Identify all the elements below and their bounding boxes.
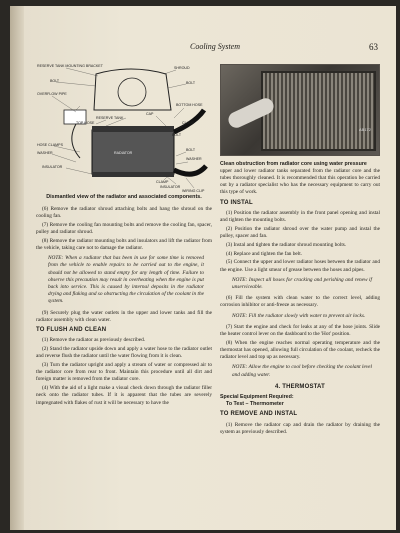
note-allow-cool: NOTE: Allow the engine to cool before checking the coolant level and adding water. [232,364,372,378]
radiator-cleaning-photo [220,64,380,156]
label-overflow-pipe: OVERFLOW PIPE [37,92,67,96]
label-radiator: RADIATOR [114,151,133,155]
book-page [10,6,396,530]
overflow-pipe-shape [72,124,80,158]
label-hose-clamps: HOSE CLAMPS [37,143,63,147]
special-equipment-item: To Test – Thermometer [226,401,284,408]
label-clamp-1: CLAMP [182,121,195,125]
flush-step-3: (3) Turn the radiator upright and apply a stream of water or compressed air to the radiator core from rear to front. Maintain this procedure until all dirt and foreign matter is removed from the radiator core. [36,362,212,383]
label-wiring-clip: WIRING CLIP [182,189,205,192]
remove-step-1: (1) Remove the radiator cap and drain the radiator by draining the system as previously described. [220,421,380,435]
flush-step-2: (2) Stand the radiator upside down and apply a water hose to the radiator outlet and reverse flush the radiator until the water flowing from it is clean. [36,346,212,360]
heading-install: TO INSTAL [220,199,253,206]
label-washer-2: WASHER [186,157,202,161]
install-step-5: (5) Connect the upper and lower radiator hoses between the radiator and the engine. Use a light smear of grease between the hoses and pipes. [220,259,380,273]
label-bracket: RESERVE TANK MOUNTING BRACKET [37,64,103,68]
radiator-top-tank [92,126,174,132]
install-step-8: (8) When the engine reaches normal operating temperature and the thermostat has opened, allowing full circulation of the coolant, recheck the radiator level and top up as necessary. [220,339,380,361]
right-intro: upper and lower radiator tanks separated from the radiator core and the tubes thoroughly cleaned. It is recommended that this operation be carried out by a radiator specialist who has the necessary equipment to carry out this type of work. [220,167,380,196]
right-column [220,161,380,438]
heading-flush-clean: TO FLUSH AND CLEAN [36,327,107,334]
label-bottom-hose: BOTTOM HOSE [176,103,203,107]
radiator-exploded-diagram [36,62,212,192]
note-inspect-hoses: NOTE: Inspect all hoses for cracking and perishing and renew if unserviceable. [232,276,372,291]
label-bolt-3: BOLT [172,133,182,137]
label-bolt-1: BOLT [50,79,60,83]
label-cap: CAP [146,112,154,116]
note-fill-slowly: NOTE: Fill the radiator slowly with water to prevent air locks. [232,312,366,319]
shroud-opening [118,78,146,106]
photo-tag: AB172 [358,127,371,132]
install-step-3: (3) Instal and tighten the radiator shroud mounting bolts. [226,241,347,248]
figure-caption: Dismantled view of the radiator and associated components. [46,194,202,200]
radiator-diagram-svg [36,62,212,192]
shroud-shape [94,69,171,110]
label-bolt-2: BOLT [186,81,196,85]
heading-remove-install: TO REMOVE AND INSTAL [220,411,298,418]
label-shroud: SHROUD [174,66,190,70]
step-7-fan: (7) Remove the cooling fan mounting bolts and remove the cooling fan, spacer, pulley and radiator shroud. [36,221,212,235]
special-equipment-label: Special Equipment Required: [220,394,294,401]
step-8-radiator: (8) Remove the radiator mounting bolts and insulators and lift the radiator from the vehicle, taking care not to damage the radiator. [36,237,212,251]
install-step-1: (1) Position the radiator assembly in the front panel opening and instal and tighten the mounting bolts. [220,209,380,224]
label-insulator-1: INSULATOR [42,165,63,169]
radiator-bottom-tank [92,172,174,177]
flush-step-1: (1) Remove the radiator as previously described. [42,337,146,344]
photo-caption: Clean obstruction from radiator core using water pressure [220,161,367,167]
label-clamp-2: CLAMP [156,180,169,184]
note-empty-radiator: NOTE: When a radiator that has been in use for some time is removed from the vehicle to enable repairs to be carried out to the engine, it should not be allowed to stand empty for any length of time. Failure to observe this precaution may result in overheating when the engine is put back into service. This is caused by internal deposits in the radiator drying and flaking and so obstructing the circulation of the coolant in the system. [48,255,204,305]
flush-step-4: (4) With the aid of a light make a visual check down through the radiator filler neck onto the radiator tubes. If it is apparent that the tubes are severely impregnated with flakes of rust it will be necessary to have the [36,385,212,406]
label-top-hose: TOP HOSE [76,121,95,125]
page-header [10,42,396,54]
label-reserve-tank: RESERVE TANK [96,116,124,120]
install-step-2: (2) Position the radiator shroud over the water pump and instal the pulley, spacer and fan. [220,225,380,240]
label-insulator-2: INSULATOR [160,185,181,189]
running-title: Cooling System [190,42,240,51]
install-step-4: (4) Replace and tighten the fan belt. [226,250,303,257]
left-column [36,62,212,408]
radiator-core-photo [261,71,376,151]
page-number: 63 [369,42,378,52]
label-bolt-4: BOLT [186,148,196,152]
heading-thermostat: 4. THERMOSTAT [274,383,326,390]
step-9-plug: (9) Securely plug the water outlets in the upper and lower tanks and fill the radiator assembly with clean water. [36,309,212,323]
page-binding [10,6,24,530]
radiator-core-shape [92,130,174,174]
install-step-7: (7) Start the engine and check for leaks at any of the hose joints. Slide the heater control lever on the dashboard to the 'Hot' position. [220,323,380,338]
label-washer-1: WASHER [37,151,53,155]
bottom-hose-shape [174,166,206,174]
step-6-shroud: (6) Remove the radiator shroud attaching bolts and hang the shroud on the cooling fan. [36,205,212,219]
install-step-6: (6) Fill the system with clean water to the correct level, adding corrosion inhibitor or anti-freeze as necessary. [220,295,380,309]
